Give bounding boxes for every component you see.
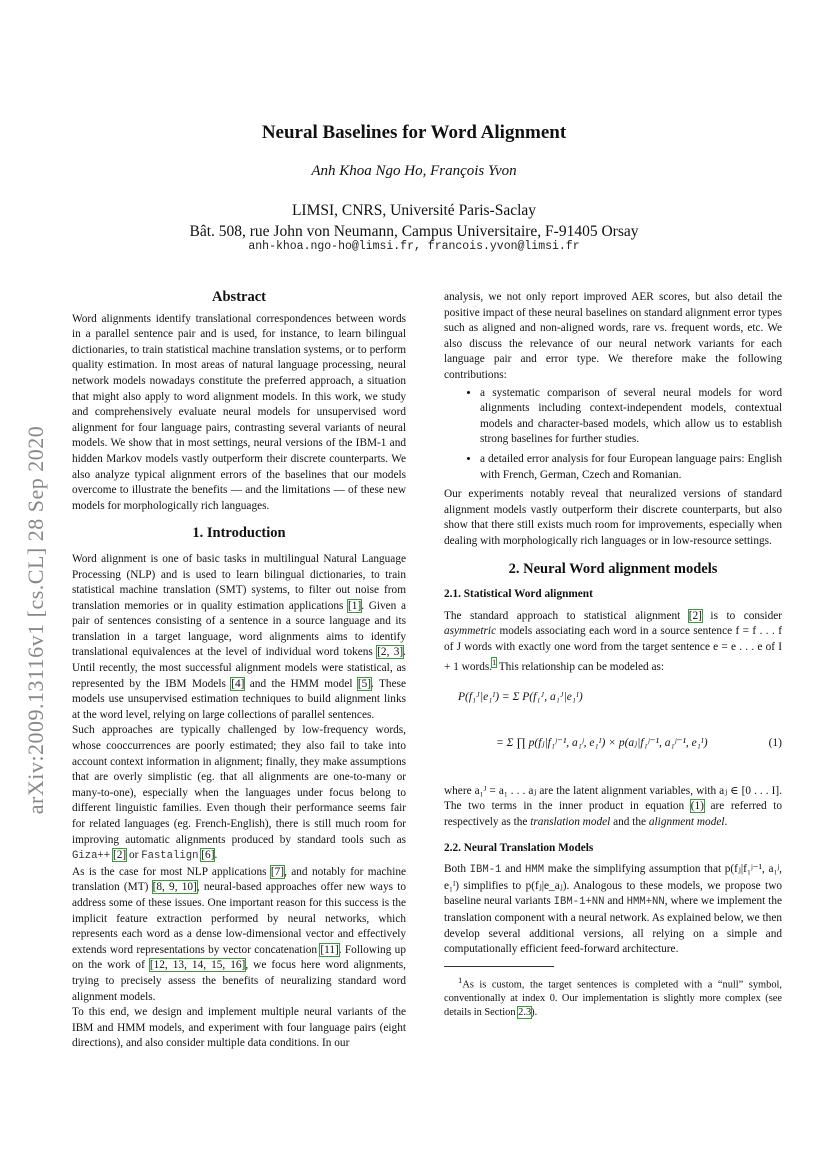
intro-paragraph-2: Such approaches are typically challenged by low-frequency words, whose cooccurrences are poorly estimated; they also fail to take into account context information in alignment; finally, they make assumptions that are overly simplistic (eg. that all alignments are one-to-many or many-to-one), especially when the languages under focus belong to different linguistic families. Even though their performance seems fair for related languages (eg. French-English), there is still much room for improving automatic alignments produced by standard tools such as Giza++ [2] or Fastalign [6].: [72, 724, 406, 863]
section-2-heading: 2. Neural Word alignment models: [508, 560, 718, 577]
citation-link[interactable]: [11]: [320, 943, 339, 956]
footnote-divider: [444, 966, 554, 967]
paper-affiliation: [0, 200, 828, 242]
arxiv-identifier: arXiv:2009.13116v1 [cs.CL] 28 Sep 2020: [23, 425, 48, 815]
intro-paragraph-5: analysis, we not only report improved AER scores, but also detail the positive impact of these neural baselines on standard alignment error types such as aligned and non-aligned words, rare vs. frequent words, etc. We also discuss the relevance of our neural network variants for each language pair and error type. We therefore make the following contributions:: [444, 291, 782, 381]
section-2-1-paragraph: The standard approach to statistical alignment [2] is to consider asymmetric models associating each word in a source sentence f = f . . . f of J words with exactly one word from the target sentence e = e . . . e of I + 1 words.$^1$ This relationship can be modeled as:: [444, 609, 782, 674]
citation-link[interactable]: [1]: [348, 599, 362, 612]
citation-link[interactable]: [6]: [201, 849, 215, 862]
intro-paragraph-1: Word alignment is one of basic tasks in multilingual Natural Language Processing (NLP) and is used to learn bilingual dictionaries, to train statistical machine translation (SMT) systems, to filter out noise from translation memories or in quality estimation applications [1]. Given a pair of sentences consisting of a sentence in a source language and its translation in a target language, word alignments aims to identify translational equivalences at the level of individual word tokens [2, 3]. Until recently, the most successful alignment models were statistical, as represented by the IBM Models [4] and the HMM model [5]. These models use unsupervised estimation techniques to build alignment links at the word level, relying on large collections of parallel sentences.: [72, 552, 407, 721]
citation-link[interactable]: [4]: [231, 677, 245, 690]
left-column: [72, 290, 406, 1052]
right-column: [444, 290, 782, 1020]
equation-line-2: = Σ ∏ p(fⱼ|f₁ʲ⁻¹, a₁ʲ, e₁ᴵ) × p(aⱼ|f₁ʲ⁻¹, a₁ʲ⁻¹, e₁ᴵ): [496, 736, 708, 749]
equation-number: (1): [768, 736, 782, 749]
paper-title: Neural Baselines for Word Alignment: [261, 122, 567, 143]
intro-paragraph-3: As is the case for most NLP applications [7], and notably for machine translation (MT) [8, 9, 10], neural-based approaches offer new ways to address some of these issues. One important reason for this success is the implicit feature extraction performed by neural networks, which represents each word as a dense low-dimensional vector and effectively extends word representations by vector concatenation [11]. Following up on the work of [12, 13, 14, 15, 16], we focus here word alignments, trying to precisely assess the benefits of neuralizing standard word alignment models.: [72, 865, 406, 1003]
author-emails: anh-khoa.ngo-ho@limsi.fr, francois.yvon@limsi.fr: [248, 240, 580, 253]
citation-link[interactable]: [2]: [688, 609, 702, 622]
contributions-list: [444, 386, 782, 484]
affiliation-line-1: LIMSI, CNRS, Université Paris-Saclay: [291, 202, 537, 219]
affiliation-line-2: Bât. 508, rue John von Neumann, Campus Universitaire, F-91405 Orsay: [189, 223, 639, 240]
citation-link[interactable]: [2, 3]: [377, 646, 404, 659]
contribution-item: • a systematic comparison of several neural models for word alignments including context-independent models, contextual models and character-based models, which allow us to establish strong baselines for further studies.: [480, 386, 782, 448]
subsection-2-1-heading: 2.1. Statistical Word alignment: [444, 588, 593, 601]
section-ref-link[interactable]: 2.3: [518, 1007, 532, 1019]
equation-1: [444, 684, 782, 776]
abstract-text: Word alignments identify translational correspondences between words in a parallel sentence pair and is used, for instance, to learn bilingual dictionaries, to train statistical machine translation systems, or to perform quality estimation. In most areas of natural language processing, neural network models nowadays constitute the preferred approach, a situation that might also apply to word alignment models. In this work, we study and comprehensively evaluate neural models for unsupervised word alignment for four language pairs, contrasting several variants of neural models. We show that in most settings, neural versions of the IBM-1 and hidden Markov models vastly outperform their discrete counterparts. We also analyze typical alignment errors of the baselines that our models overcome to illustrate the benefits — and the limitations — of these new models for morphologically rich languages.: [72, 312, 406, 512]
paper-authors: Anh Khoa Ngo Ho, François Yvon: [311, 163, 517, 179]
citation-link[interactable]: [8, 9, 10]: [152, 881, 197, 894]
equation-ref-link[interactable]: (1): [690, 800, 704, 813]
intro-paragraph-6: Our experiments notably reveal that neuralized versions of standard alignment models vastly outperform their discrete counterparts, but also show that there still exists much room for improvements, especially when dealing with morphologically rich languages or in low-resource settings.: [444, 488, 782, 547]
equation-explanation: where a₁ᴶ = a₁ . . . aⱼ are the latent alignment variables, with aⱼ ∈ [0 . . . I]. The two terms in the inner product in equation (1) are referred to respectively as the translation model and the alignment model.: [444, 784, 782, 829]
citation-link[interactable]: [7]: [270, 865, 285, 878]
tool-name-fastalign: Fastalign: [141, 850, 199, 863]
section-1-heading: 1. Introduction: [192, 525, 286, 542]
section-2-2-paragraph: Both IBM-1 and HMM make the simplifying assumption that p(fⱼ|f₁ʲ⁻¹, a₁ʲ, e₁ᴵ) simplifies to p(fⱼ|e_aⱼ). Analogous to these models, we propose two baseline neural variants IBM-1+NN and HMM+NN, where we implement the translation component with a neural network. As explained below, we then develop several additional versions, all relying on a simple and computationally efficient feed-forward architecture.: [444, 863, 782, 956]
citation-link[interactable]: [2]: [112, 849, 127, 862]
intro-paragraph-4: To this end, we design and implement multiple neural variants of the IBM and HMM models, and experiment with four language pairs (eight directions), and also consider multiple data conditions. In our: [72, 1006, 406, 1050]
citation-link[interactable]: [12, 13, 14, 15, 16]: [149, 959, 246, 972]
tool-name-giza: Giza++: [72, 850, 111, 863]
arxiv-sidebar-stamp: [14, 360, 58, 880]
abstract-heading: Abstract: [212, 289, 266, 305]
equation-line-1: P(f₁ᴶ|e₁ᴵ) = Σ P(f₁ᴶ, a₁ᴶ|e₁ᴵ): [458, 690, 583, 703]
footnote-1: $^1$As is custom, the target sentences is completed with a “null” symbol, conventionally at index 0. Our implementation is slightly more complex (see details in Section 2.3).: [444, 974, 782, 1019]
footnote-marker[interactable]: 1: [492, 658, 497, 668]
contribution-item: • a detailed error analysis for four European language pairs: English with French, German, Czech and Romanian.: [480, 452, 782, 483]
subsection-2-2-heading: 2.2. Neural Translation Models: [444, 841, 594, 854]
citation-link[interactable]: [5]: [357, 677, 372, 690]
